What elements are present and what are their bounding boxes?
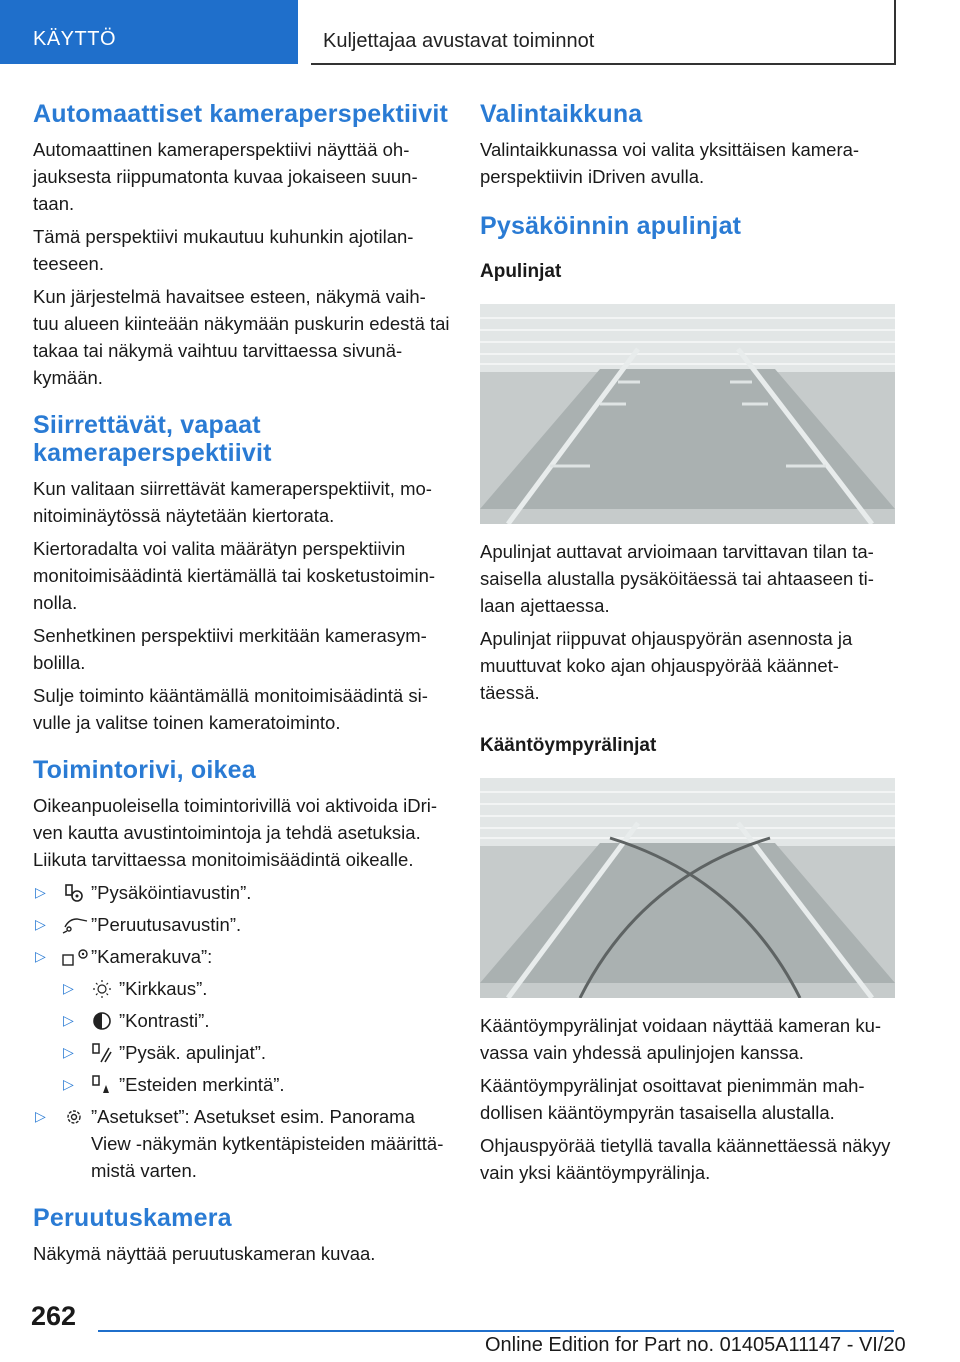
triangle-bullet-icon: ▷ [35, 916, 46, 932]
subheading-turning-circle-lines: Kääntöympyrälinjat [480, 735, 657, 756]
paragraph: Apulinjat auttavat arvioimaan tarvittavan tilan ta‐ saisella alustalla pysäköitäessä tai ahtaaseen ti‐ laan ajettaessa. [480, 541, 874, 616]
heading-parking-aid-lines: Pysäköinnin apulinjat [480, 212, 742, 240]
paragraph: Kun järjestelmä havaitsee esteen, näkymä vaih‐ tuu alueen kiinteään näkymään puskurin edestä tai takaa tai näkymä vaihtuu tarvittaessa sivunä‐ kymään. [33, 286, 450, 388]
paragraph: Kääntöympyrälinjat osoittavat pienimmän mah‐ dollisen kääntöympyrän tasaisella alustalla. [480, 1075, 865, 1123]
page-number: 262 [31, 1301, 77, 1331]
parking-lines-icon [91, 1043, 113, 1063]
sublist-item-contrast [33, 1007, 453, 1034]
paragraph: Valintaikkunassa voi valita yksittäisen kamera‐ perspektiivin iDriven avulla. [480, 139, 860, 187]
list-item-text: ”Esteiden merkintä”. [119, 1074, 285, 1095]
list-item-text: ”Asetukset”: Asetukset esim. Panorama View -näkymän kytkentäpisteiden määrittä‐ mistä varten. [91, 1106, 444, 1181]
triangle-bullet-icon: ▷ [63, 1044, 74, 1060]
paragraph: Näkymä näyttää peruutuskameran kuvaa. [33, 1243, 376, 1264]
heading-free-perspectives: Siirrettävät, vapaat kameraperspektiivit [33, 411, 272, 467]
header-chapter-label: Kuljettajaa avustavat toiminnot [323, 30, 595, 52]
triangle-bullet-icon: ▷ [63, 980, 74, 996]
sublist-item-brightness [33, 975, 453, 1002]
paragraph: Senhetkinen perspektiivi merkitään kamerasym‐ bolilla. [33, 625, 427, 673]
paragraph: Automaattinen kameraperspektiivi näyttää oh‐ jauksesta riippumatonta kuvaa jokaiseen suun‐ taan. [33, 139, 418, 214]
footer-edition: Online Edition for Part no. 01405A11147 - VI/20 [485, 1334, 906, 1356]
obstacle-marking-icon [91, 1075, 113, 1095]
list-item-text: ”Pysäköintiavustin”. [91, 882, 252, 903]
sublist-item-parking-lines [33, 1039, 453, 1066]
triangle-bullet-icon: ▷ [63, 1076, 74, 1092]
heading-reversing-camera: Peruutuskamera [33, 1204, 232, 1232]
paragraph: Tämä perspektiivi mukautuu kuhunkin ajotilan‐ teeseen. [33, 226, 414, 274]
heading-function-bar: Toimintorivi, oikea [33, 756, 256, 784]
paragraph: Kiertoradalta voi valita määrätyn perspektiivin monitoimisäädintä kiertämällä tai kosketustoimin‐ nolla. [33, 538, 436, 613]
list-item-text: ”Kirkkaus”. [119, 978, 208, 999]
paragraph: Ohjauspyörää tietyllä tavalla käännettäessä näkyy vain yksi kääntöympyrälinja. [480, 1135, 891, 1183]
heading-selection-window: Valintaikkuna [480, 100, 643, 128]
triangle-bullet-icon: ▷ [35, 884, 46, 900]
header-section-label: KÄYTTÖ [33, 28, 117, 50]
list-item-text: ”Peruutusavustin”. [91, 914, 242, 935]
aid-lines-camera-image [480, 304, 895, 524]
list-item-parking-assistant [33, 879, 453, 906]
paragraph: Sulje toiminto kääntämällä monitoimisäädintä si‐ vulle ja valitse toinen kameratoiminto. [33, 685, 428, 733]
list-item-text: ”Kontrasti”. [119, 1010, 210, 1031]
gear-icon [63, 1107, 85, 1127]
list-item-text: ”Pysäk. apulinjat”. [119, 1042, 267, 1063]
header-section-tab [0, 0, 298, 64]
left-column [33, 100, 453, 1273]
paragraph: Apulinjat riippuvat ohjauspyörän asennosta ja muuttuvat koko ajan ohjauspyörää käännet‐ täessä. [480, 628, 853, 703]
triangle-bullet-icon: ▷ [63, 1012, 74, 1028]
header-chapter-box [311, 0, 896, 65]
paragraph: Oikeanpuoleisella toimintorivillä voi aktivoida iDri‐ ven kautta avustintoimintoja ja tehdä asetuksia. Liikuta tarvittaessa monitoimisäädintä oikealle. [33, 795, 438, 870]
turning-circle-camera-image [480, 778, 895, 998]
triangle-bullet-icon: ▷ [35, 1108, 46, 1124]
paragraph: Kääntöympyrälinjat voidaan näyttää kameran ku‐ vassa vain yhdessä apulinjojen kanssa. [480, 1015, 882, 1063]
subheading-aid-lines: Apulinjat [480, 261, 562, 282]
sublist-item-obstacle-marking [33, 1071, 453, 1098]
list-item-text: ”Kamerakuva”: [91, 946, 213, 967]
list-item-reversing-assistant [33, 911, 453, 938]
brightness-icon [91, 979, 113, 999]
paragraph: Kun valitaan siirrettävät kameraperspektiivit, mo‐ nitoiminäytössä näytetään kiertorata. [33, 478, 432, 526]
parking-assistant-icon [63, 883, 85, 903]
contrast-icon [91, 1011, 113, 1031]
footer-divider [98, 1330, 894, 1332]
list-item-settings [33, 1103, 453, 1184]
list-item-camera-image [33, 943, 453, 970]
camera-settings-icon [61, 947, 91, 967]
triangle-bullet-icon: ▷ [35, 948, 46, 964]
right-column [480, 100, 900, 1192]
heading-automatic-perspectives: Automaattiset kameraperspektiivit [33, 100, 449, 128]
reversing-assistant-icon [61, 915, 91, 935]
